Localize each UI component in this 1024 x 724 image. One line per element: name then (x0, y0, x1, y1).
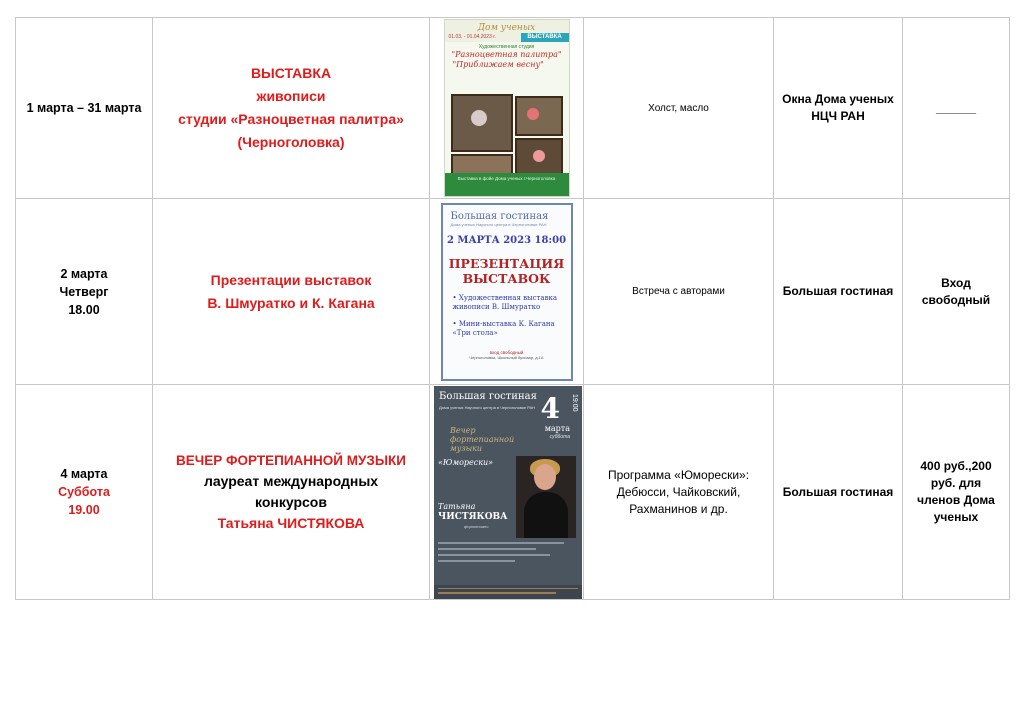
title-cell (153, 385, 430, 600)
event-title-line: лауреат международных конкурсов (203, 473, 379, 510)
event-venue: Большая гостиная (782, 284, 894, 298)
presentation-poster (441, 203, 573, 381)
event-weekday: Четверг (59, 284, 109, 299)
date-cell (16, 385, 153, 600)
venue-cell (774, 18, 903, 199)
description-cell (584, 385, 774, 600)
description-cell (584, 199, 774, 385)
price-cell (903, 199, 1010, 385)
exhibition-poster (444, 19, 570, 197)
event-time: 18.00 (68, 302, 100, 317)
event-weekday: Суббота (58, 485, 110, 499)
poster-footer-strip (434, 585, 582, 599)
event-date: 1 марта – 31 марта (26, 101, 142, 115)
event-title-line: ВЕЧЕР ФОРТЕПИАННОЙ МУЗЫКИ (176, 453, 406, 468)
poster-quote: «Юморески» (438, 457, 494, 467)
event-venue: Большая гостиная (782, 484, 894, 499)
event-date: 2 марта (60, 266, 108, 281)
poster-heading: ВЫСТАВОК (462, 270, 551, 286)
event-title-line: живописи (256, 88, 326, 104)
poster-brand: Большая гостиная (439, 390, 537, 402)
poster-dates: 01.03. - 01.04.2023 г. (448, 34, 496, 40)
poster-item: • Мини-выставка К. Кагана «Три стола» (452, 319, 555, 337)
poster-address: Черноголовка, Школьный бульвар, д.1А (469, 354, 544, 360)
venue-cell (774, 199, 903, 385)
poster-day: 4 (540, 391, 560, 425)
date-cell (16, 18, 153, 199)
poster-brand: Большая гостиная (450, 210, 549, 222)
event-title-line: В. Шмуратко и К. Кагана (207, 294, 375, 311)
poster-cell (430, 199, 584, 385)
poster-script-title: Вечер фортепианной музыки (450, 425, 515, 453)
poster-logo: Дом ученых (477, 23, 536, 33)
event-description: Программа «Юморески»: Дебюсси, Чайковский, Рахманинов и др. (607, 467, 750, 516)
title-cell (153, 18, 430, 199)
event-title-line: (Черноголовка) (237, 134, 345, 150)
table-row (16, 18, 1010, 199)
poster-name: Татьяна (438, 501, 476, 511)
performer-portrait (516, 456, 576, 538)
poster-surname: ЧИСТЯКОВА (438, 511, 508, 522)
poster-footer: вход свободный (489, 349, 524, 355)
event-description: Холст, масло (648, 102, 709, 114)
event-price: 400 руб.,200 руб. для членов Дома ученых (917, 459, 995, 524)
concert-poster (434, 386, 582, 599)
poster-item: • Художественная выставка живописи В. Шмуратко (452, 293, 558, 311)
poster-line: "Приближаем весну" (452, 60, 544, 69)
event-title-line: Татьяна ЧИСТЯКОВА (217, 515, 365, 531)
poster-role: фортепиано (464, 523, 489, 529)
event-price: Вход свободный (921, 275, 991, 307)
poster-subtitle: Дома ученых Научного центра в Черноголовке РАН (439, 404, 536, 410)
venue-cell (774, 385, 903, 600)
poster-month: марта (544, 423, 570, 433)
poster-heading: ПРЕЗЕНТАЦИЯ (448, 255, 565, 271)
event-price: ______ (935, 100, 977, 115)
poster-cell (430, 18, 584, 199)
event-venue: Окна Дома ученых НЦЧ РАН (782, 92, 894, 123)
event-title-line: Презентации выставок (210, 271, 372, 288)
poster-photo-collage (451, 94, 565, 178)
event-title-line: студии «Разноцветная палитра» (178, 111, 404, 127)
event-schedule-table (15, 17, 1010, 600)
event-title-line: ВЫСТАВКА (250, 65, 332, 81)
event-description: Встреча с авторами (632, 286, 725, 297)
date-cell (16, 199, 153, 385)
poster-subtitle: Дома ученых Научного центра в Черноголовке РАН (450, 221, 547, 227)
poster-band: ВЫСТАВКА (521, 33, 569, 42)
poster-footer: Выставка в фойе Дома ученых г.Черноголовка (445, 173, 569, 196)
table-row (16, 199, 1010, 385)
event-date: 4 марта (60, 467, 108, 481)
poster-date: 2 МАРТА 2023 18:00 (446, 234, 567, 246)
price-cell (903, 385, 1010, 600)
poster-line: Художественная студия (478, 44, 535, 50)
event-time: 19.00 (68, 503, 100, 517)
poster-line: "Разноцветная палитра" (451, 50, 562, 59)
poster-program-lines (438, 538, 578, 566)
poster-weekday: суббота (549, 433, 570, 440)
title-cell (153, 199, 430, 385)
poster-time: 19:00 (571, 393, 578, 412)
description-cell (584, 18, 774, 199)
table-row (16, 385, 1010, 600)
price-cell (903, 18, 1010, 199)
poster-cell (430, 385, 584, 600)
